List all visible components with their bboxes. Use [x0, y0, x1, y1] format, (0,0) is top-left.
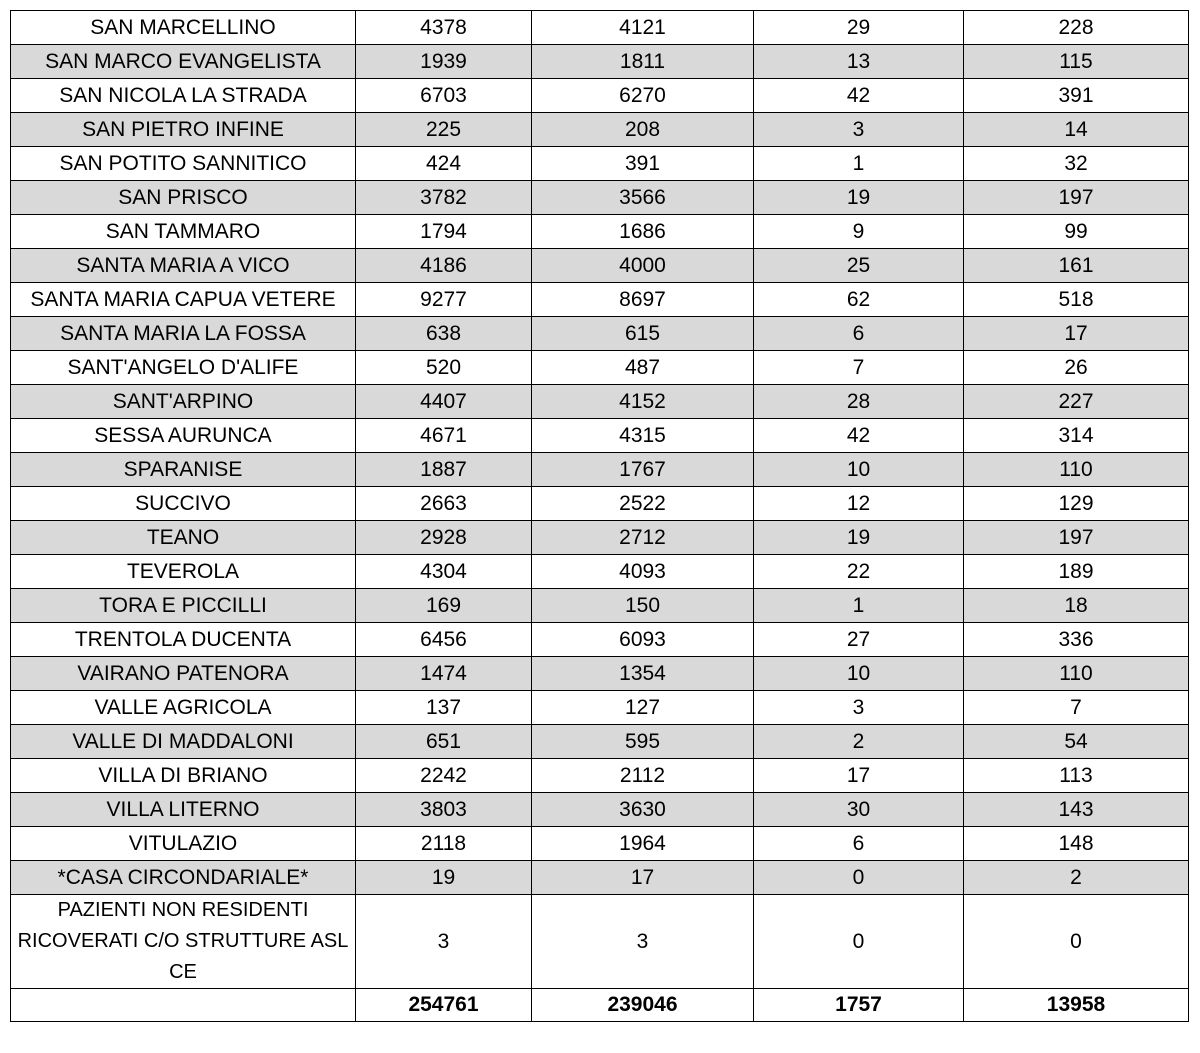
municipality-name-cell: SAN PRISCO [11, 181, 356, 215]
value-col-4-cell: 129 [964, 487, 1189, 521]
table-row [11, 623, 1189, 657]
value-col-1-cell: 4304 [356, 555, 532, 589]
value-col-4-cell: 18 [964, 589, 1189, 623]
value-col-3-cell: 19 [754, 181, 964, 215]
value-col-3-cell: 30 [754, 793, 964, 827]
value-col-4-cell: 115 [964, 45, 1189, 79]
municipality-name-cell: VITULAZIO [11, 827, 356, 861]
value-col-3-cell: 28 [754, 385, 964, 419]
value-col-3-cell: 10 [754, 657, 964, 691]
value-col-3-cell: 1 [754, 589, 964, 623]
value-col-2-cell: 2712 [532, 521, 754, 555]
municipality-name-cell: SANT'ARPINO [11, 385, 356, 419]
table-row [11, 215, 1189, 249]
municipality-data-table [10, 10, 1189, 1022]
table-row [11, 113, 1189, 147]
municipality-name-cell: SPARANISE [11, 453, 356, 487]
value-col-2-cell: 2522 [532, 487, 754, 521]
value-col-2-cell: 3566 [532, 181, 754, 215]
municipality-name-cell: VALLE DI MADDALONI [11, 725, 356, 759]
value-col-2-cell: 1811 [532, 45, 754, 79]
municipality-name-cell: VAIRANO PATENORA [11, 657, 356, 691]
value-col-4-cell: 99 [964, 215, 1189, 249]
value-col-3-cell: 25 [754, 249, 964, 283]
value-col-4-cell: 13958 [964, 989, 1189, 1022]
non-resident-row [11, 895, 1189, 989]
value-col-1-cell: 137 [356, 691, 532, 725]
value-col-2-cell: 4315 [532, 419, 754, 453]
table-row [11, 79, 1189, 113]
table-row [11, 861, 1189, 895]
value-col-2-cell: 150 [532, 589, 754, 623]
value-col-1-cell: 4378 [356, 11, 532, 45]
municipality-name-cell [11, 989, 356, 1022]
value-col-2-cell: 615 [532, 317, 754, 351]
municipality-name-cell: SAN MARCO EVANGELISTA [11, 45, 356, 79]
value-col-3-cell: 3 [754, 691, 964, 725]
value-col-3-cell: 1 [754, 147, 964, 181]
value-col-4-cell: 161 [964, 249, 1189, 283]
value-col-4-cell: 17 [964, 317, 1189, 351]
table-row [11, 181, 1189, 215]
value-col-4-cell: 54 [964, 725, 1189, 759]
value-col-3-cell: 22 [754, 555, 964, 589]
value-col-3-cell: 6 [754, 317, 964, 351]
value-col-3-cell: 62 [754, 283, 964, 317]
table-row [11, 759, 1189, 793]
table-row [11, 283, 1189, 317]
value-col-3-cell: 19 [754, 521, 964, 555]
value-col-2-cell: 4152 [532, 385, 754, 419]
municipality-name-cell: SANTA MARIA CAPUA VETERE [11, 283, 356, 317]
value-col-3-cell: 29 [754, 11, 964, 45]
table-row [11, 793, 1189, 827]
value-col-1-cell: 3803 [356, 793, 532, 827]
value-col-2-cell: 1686 [532, 215, 754, 249]
value-col-4-cell: 0 [964, 895, 1189, 989]
value-col-4-cell: 518 [964, 283, 1189, 317]
table-row [11, 249, 1189, 283]
table-row [11, 589, 1189, 623]
value-col-3-cell: 42 [754, 419, 964, 453]
value-col-1-cell: 651 [356, 725, 532, 759]
value-col-4-cell: 14 [964, 113, 1189, 147]
value-col-2-cell: 3630 [532, 793, 754, 827]
value-col-3-cell: 17 [754, 759, 964, 793]
table-row [11, 487, 1189, 521]
value-col-4-cell: 227 [964, 385, 1189, 419]
value-col-3-cell: 9 [754, 215, 964, 249]
value-col-1-cell: 6703 [356, 79, 532, 113]
value-col-4-cell: 336 [964, 623, 1189, 657]
municipality-name-cell: SUCCIVO [11, 487, 356, 521]
table-row [11, 385, 1189, 419]
value-col-3-cell: 10 [754, 453, 964, 487]
value-col-4-cell: 113 [964, 759, 1189, 793]
value-col-2-cell: 1354 [532, 657, 754, 691]
value-col-1-cell: 9277 [356, 283, 532, 317]
value-col-1-cell: 4407 [356, 385, 532, 419]
value-col-4-cell: 110 [964, 657, 1189, 691]
municipality-name-cell: SANTA MARIA A VICO [11, 249, 356, 283]
value-col-2-cell: 239046 [532, 989, 754, 1022]
value-col-1-cell: 1887 [356, 453, 532, 487]
municipality-name-cell: SAN MARCELLINO [11, 11, 356, 45]
value-col-1-cell: 6456 [356, 623, 532, 657]
value-col-1-cell: 2928 [356, 521, 532, 555]
table-row [11, 45, 1189, 79]
value-col-2-cell: 6270 [532, 79, 754, 113]
value-col-1-cell: 1794 [356, 215, 532, 249]
value-col-1-cell: 638 [356, 317, 532, 351]
table-row [11, 351, 1189, 385]
municipality-name-cell: TEANO [11, 521, 356, 555]
value-col-2-cell: 4093 [532, 555, 754, 589]
value-col-4-cell: 197 [964, 521, 1189, 555]
value-col-2-cell: 6093 [532, 623, 754, 657]
value-col-1-cell: 4671 [356, 419, 532, 453]
municipality-name-cell: SANT'ANGELO D'ALIFE [11, 351, 356, 385]
municipality-name-cell: TRENTOLA DUCENTA [11, 623, 356, 657]
value-col-3-cell: 2 [754, 725, 964, 759]
value-col-1-cell: 2242 [356, 759, 532, 793]
municipality-name-cell: VILLA LITERNO [11, 793, 356, 827]
value-col-1-cell: 2118 [356, 827, 532, 861]
value-col-4-cell: 148 [964, 827, 1189, 861]
value-col-2-cell: 3 [532, 895, 754, 989]
table-row [11, 147, 1189, 181]
value-col-2-cell: 208 [532, 113, 754, 147]
municipality-name-cell: TORA E PICCILLI [11, 589, 356, 623]
value-col-1-cell: 4186 [356, 249, 532, 283]
municipality-name-cell: SESSA AURUNCA [11, 419, 356, 453]
value-col-2-cell: 391 [532, 147, 754, 181]
municipality-name-cell: SANTA MARIA LA FOSSA [11, 317, 356, 351]
value-col-1-cell: 1939 [356, 45, 532, 79]
value-col-4-cell: 110 [964, 453, 1189, 487]
value-col-1-cell: 225 [356, 113, 532, 147]
value-col-3-cell: 0 [754, 895, 964, 989]
table-row [11, 453, 1189, 487]
table-body [11, 11, 1189, 1022]
value-col-1-cell: 254761 [356, 989, 532, 1022]
table-row [11, 521, 1189, 555]
table-row [11, 657, 1189, 691]
municipality-name-cell: VALLE AGRICOLA [11, 691, 356, 725]
value-col-2-cell: 4000 [532, 249, 754, 283]
municipality-name-cell: TEVEROLA [11, 555, 356, 589]
value-col-3-cell: 27 [754, 623, 964, 657]
table-row [11, 317, 1189, 351]
value-col-1-cell: 169 [356, 589, 532, 623]
value-col-1-cell: 3782 [356, 181, 532, 215]
table-row [11, 725, 1189, 759]
municipality-name-cell: *CASA CIRCONDARIALE* [11, 861, 356, 895]
municipality-name-cell: SAN TAMMARO [11, 215, 356, 249]
value-col-2-cell: 1964 [532, 827, 754, 861]
value-col-3-cell: 12 [754, 487, 964, 521]
municipality-name-cell: SAN PIETRO INFINE [11, 113, 356, 147]
municipality-name-cell: VILLA DI BRIANO [11, 759, 356, 793]
totals-row [11, 989, 1189, 1022]
table-row [11, 827, 1189, 861]
value-col-2-cell: 17 [532, 861, 754, 895]
value-col-2-cell: 1767 [532, 453, 754, 487]
value-col-2-cell: 4121 [532, 11, 754, 45]
value-col-1-cell: 520 [356, 351, 532, 385]
value-col-1-cell: 424 [356, 147, 532, 181]
value-col-4-cell: 143 [964, 793, 1189, 827]
municipality-name-cell: PAZIENTI NON RESIDENTI RICOVERATI C/O STRUTTURE ASL CE [11, 895, 356, 989]
value-col-3-cell: 3 [754, 113, 964, 147]
value-col-1-cell: 1474 [356, 657, 532, 691]
value-col-3-cell: 13 [754, 45, 964, 79]
municipality-name-cell: SAN NICOLA LA STRADA [11, 79, 356, 113]
value-col-4-cell: 228 [964, 11, 1189, 45]
value-col-4-cell: 26 [964, 351, 1189, 385]
municipality-name-cell: SAN POTITO SANNITICO [11, 147, 356, 181]
value-col-4-cell: 2 [964, 861, 1189, 895]
value-col-1-cell: 3 [356, 895, 532, 989]
value-col-1-cell: 19 [356, 861, 532, 895]
value-col-2-cell: 127 [532, 691, 754, 725]
value-col-4-cell: 32 [964, 147, 1189, 181]
table-row [11, 691, 1189, 725]
value-col-2-cell: 8697 [532, 283, 754, 317]
value-col-1-cell: 2663 [356, 487, 532, 521]
value-col-2-cell: 595 [532, 725, 754, 759]
value-col-3-cell: 7 [754, 351, 964, 385]
value-col-3-cell: 42 [754, 79, 964, 113]
value-col-4-cell: 391 [964, 79, 1189, 113]
value-col-2-cell: 487 [532, 351, 754, 385]
table-row [11, 555, 1189, 589]
value-col-4-cell: 189 [964, 555, 1189, 589]
value-col-4-cell: 197 [964, 181, 1189, 215]
value-col-3-cell: 1757 [754, 989, 964, 1022]
value-col-2-cell: 2112 [532, 759, 754, 793]
value-col-4-cell: 314 [964, 419, 1189, 453]
value-col-3-cell: 6 [754, 827, 964, 861]
table-row [11, 419, 1189, 453]
value-col-4-cell: 7 [964, 691, 1189, 725]
value-col-3-cell: 0 [754, 861, 964, 895]
table-row [11, 11, 1189, 45]
